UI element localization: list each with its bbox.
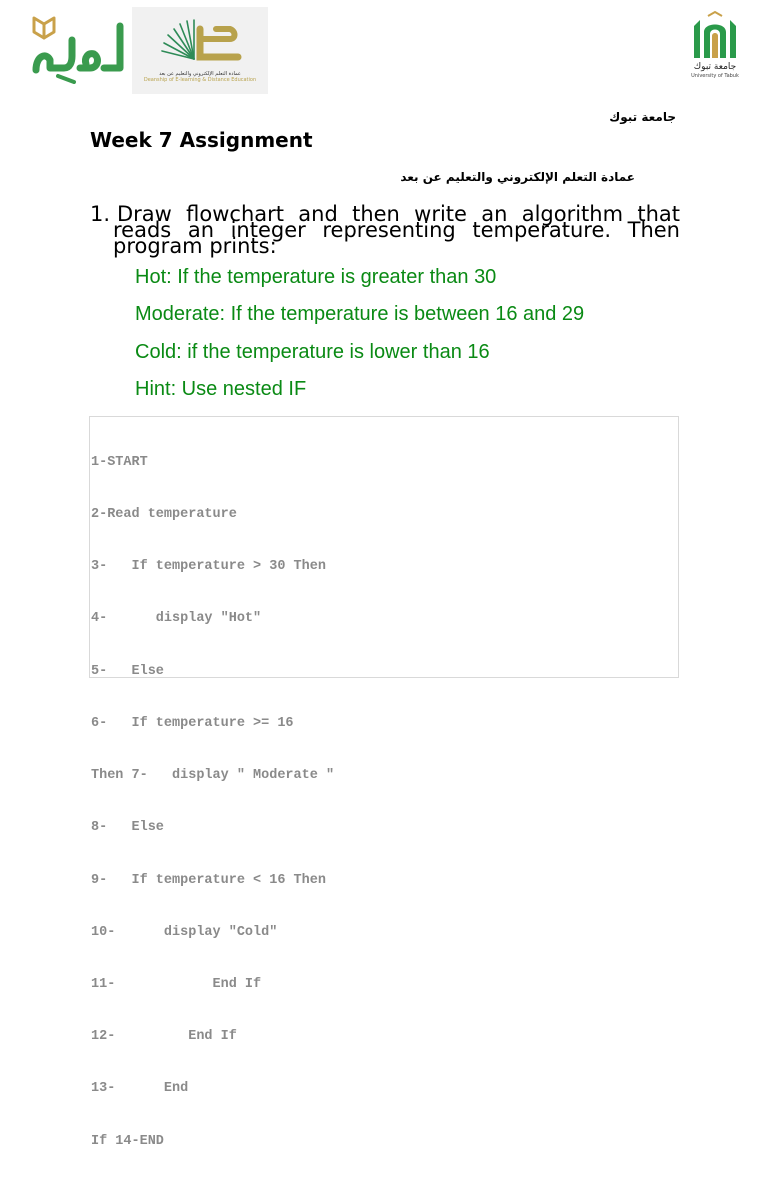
code-line: 5- Else <box>91 663 164 679</box>
condition-hot: Hot: If the temperature is greater than 30 <box>135 266 497 288</box>
code-line: Then 7- display " Moderate " <box>91 768 335 784</box>
deanship-logo-icon <box>132 7 268 71</box>
code-line: 9- If temperature < 16 Then <box>91 872 326 888</box>
condition-cold: Cold: if the temperature is lower than 16 <box>135 341 490 363</box>
deanship-name-ar: عمادة التعلم الإلكتروني والتعليم عن بعد <box>400 170 635 184</box>
code-line: 13- End <box>91 1081 189 1097</box>
code-line: 11- End If <box>91 977 262 992</box>
question-number: 1. <box>90 202 111 226</box>
deanship-logo-caption-en: Deanship of E-learning & Distance Education <box>143 77 257 83</box>
code-line: 4- display "Hot" <box>91 611 262 627</box>
algorithm-code-box <box>89 416 679 1149</box>
code-line: 6- If temperature >= 16 <box>91 715 294 731</box>
code-line: 3- If temperature > 30 Then <box>91 559 326 575</box>
code-line: 10- display "Cold" <box>91 924 278 940</box>
kalem-logo <box>28 12 128 84</box>
algorithm-code <box>91 419 334 1185</box>
question-1 <box>90 202 680 258</box>
question-text: Draw flowchart and then write an algorithm that reads an integer representing temperature. Then program prints: <box>113 202 680 258</box>
condition-moderate: Moderate: If the temperature is between 16 and 29 <box>135 303 585 325</box>
code-line: 8- Else <box>91 820 164 836</box>
deanship-logo-caption-ar: عمادة التعلم الإلكتروني والتعليم عن بعد <box>159 71 241 77</box>
code-line: 2-Read temperature <box>91 507 237 523</box>
tabuk-logo-name-en: University of Tabuk <box>691 73 739 79</box>
kalem-logo-icon <box>28 12 128 84</box>
deanship-logo <box>132 7 268 94</box>
code-line: 1-START <box>91 454 148 470</box>
tabuk-arch-icon <box>686 10 744 60</box>
hint-text: Hint: Use nested IF <box>135 378 307 400</box>
page-title: Week 7 Assignment <box>90 128 313 152</box>
university-name-ar: جامعة تبوك <box>609 110 676 124</box>
code-line: 12- End If <box>91 1029 237 1045</box>
tabuk-logo-name-ar: جامعة تبوك <box>693 62 737 72</box>
university-of-tabuk-logo <box>686 10 744 80</box>
code-line: If 14-END <box>91 1133 164 1149</box>
